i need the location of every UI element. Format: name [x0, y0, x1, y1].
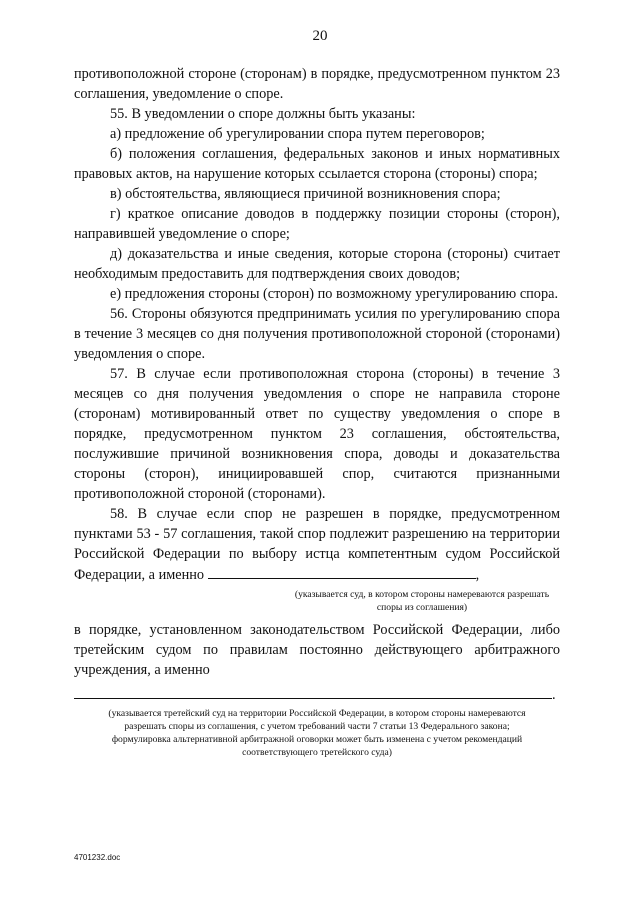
- paragraph-55-f: е) предложения стороны (сторон) по возможному урегулированию спора.: [110, 286, 559, 302]
- paragraph-55: 55. В уведомлении о споре должны быть указаны:: [110, 106, 416, 122]
- arbitration-note: (указывается третейский суд на территории Российской Федерации, в котором стороны намереваются разрешать споры из соглашения, с учетом требований части 7 статьи 13 Федерального закона; формулировка альтернативной арбитражной оговорки может быть изменена с учетом рекомендаций соответствующего третейского суда): [108, 708, 526, 758]
- court-name-note: (указывается суд, в котором стороны намереваются разрешать споры из соглашения): [294, 589, 550, 613]
- arbitration-period: .: [552, 687, 556, 703]
- paragraph-58: [74, 504, 560, 585]
- arbitration-blank-row: [74, 680, 560, 705]
- paragraph-55-a: а) предложение об урегулировании спора путем переговоров;: [110, 126, 485, 142]
- paragraph-57: 57. В случае если противоположная сторона (стороны) в течение 3 месяцев со дня получения уведомления о споре не направила стороне (сторонам) мотивированный ответ по существу уведомления о споре в порядке, предусмотренном пунктом 23 соглашения, обстоятельства, послужившие причиной возникновения спора, доводы и доказательства стороны (сторон), инициировавшей спор, считаются признанными противоположной стороной (сторонами).: [74, 366, 560, 502]
- paragraph-58-continuation: в порядке, установленном законодательством Российской Федерации, либо третейским судом по правилам постоянно действующего арбитражного учреждения, а именно: [74, 622, 560, 678]
- court-name-blank: [208, 564, 476, 579]
- document-body: [74, 64, 560, 759]
- paragraph-55-e: д) доказательства и иные сведения, которые сторона (стороны) считает необходимым предоставить для подтверждения своих доводов;: [74, 246, 560, 282]
- paragraph-continuation: противоположной стороне (сторонам) в порядке, предусмотренном пунктом 23 соглашения, уведомление о споре.: [74, 66, 560, 102]
- page-number: 20: [312, 28, 328, 44]
- paragraph-55-b: б) положения соглашения, федеральных законов и иных нормативных правовых актов, на нарушение которых ссылается сторона (стороны) спора;: [74, 146, 560, 182]
- paragraph-55-c: в) обстоятельства, являющиеся причиной возникновения спора;: [110, 186, 501, 202]
- arbitration-name-blank: [74, 680, 552, 699]
- file-name-footer: 4701232.doc: [74, 853, 121, 862]
- paragraph-58-text: 58. В случае если спор не разрешен в порядке, предусмотренном пунктами 53 - 57 соглашения, такой спор подлежит разрешению на территории Российской Федерации по выбору истца компетентным судом Российской Федерации, а именно: [74, 506, 560, 583]
- paragraph-55-d: г) краткое описание доводов в поддержку позиции стороны (сторон), направившей уведомление о споре;: [74, 206, 560, 242]
- paragraph-56: 56. Стороны обязуются предпринимать усилия по урегулированию спора в течение 3 месяцев со дня получения противоположной стороной (сторонами) уведомления о споре.: [74, 306, 560, 362]
- paragraph-58-comma: ,: [475, 567, 480, 583]
